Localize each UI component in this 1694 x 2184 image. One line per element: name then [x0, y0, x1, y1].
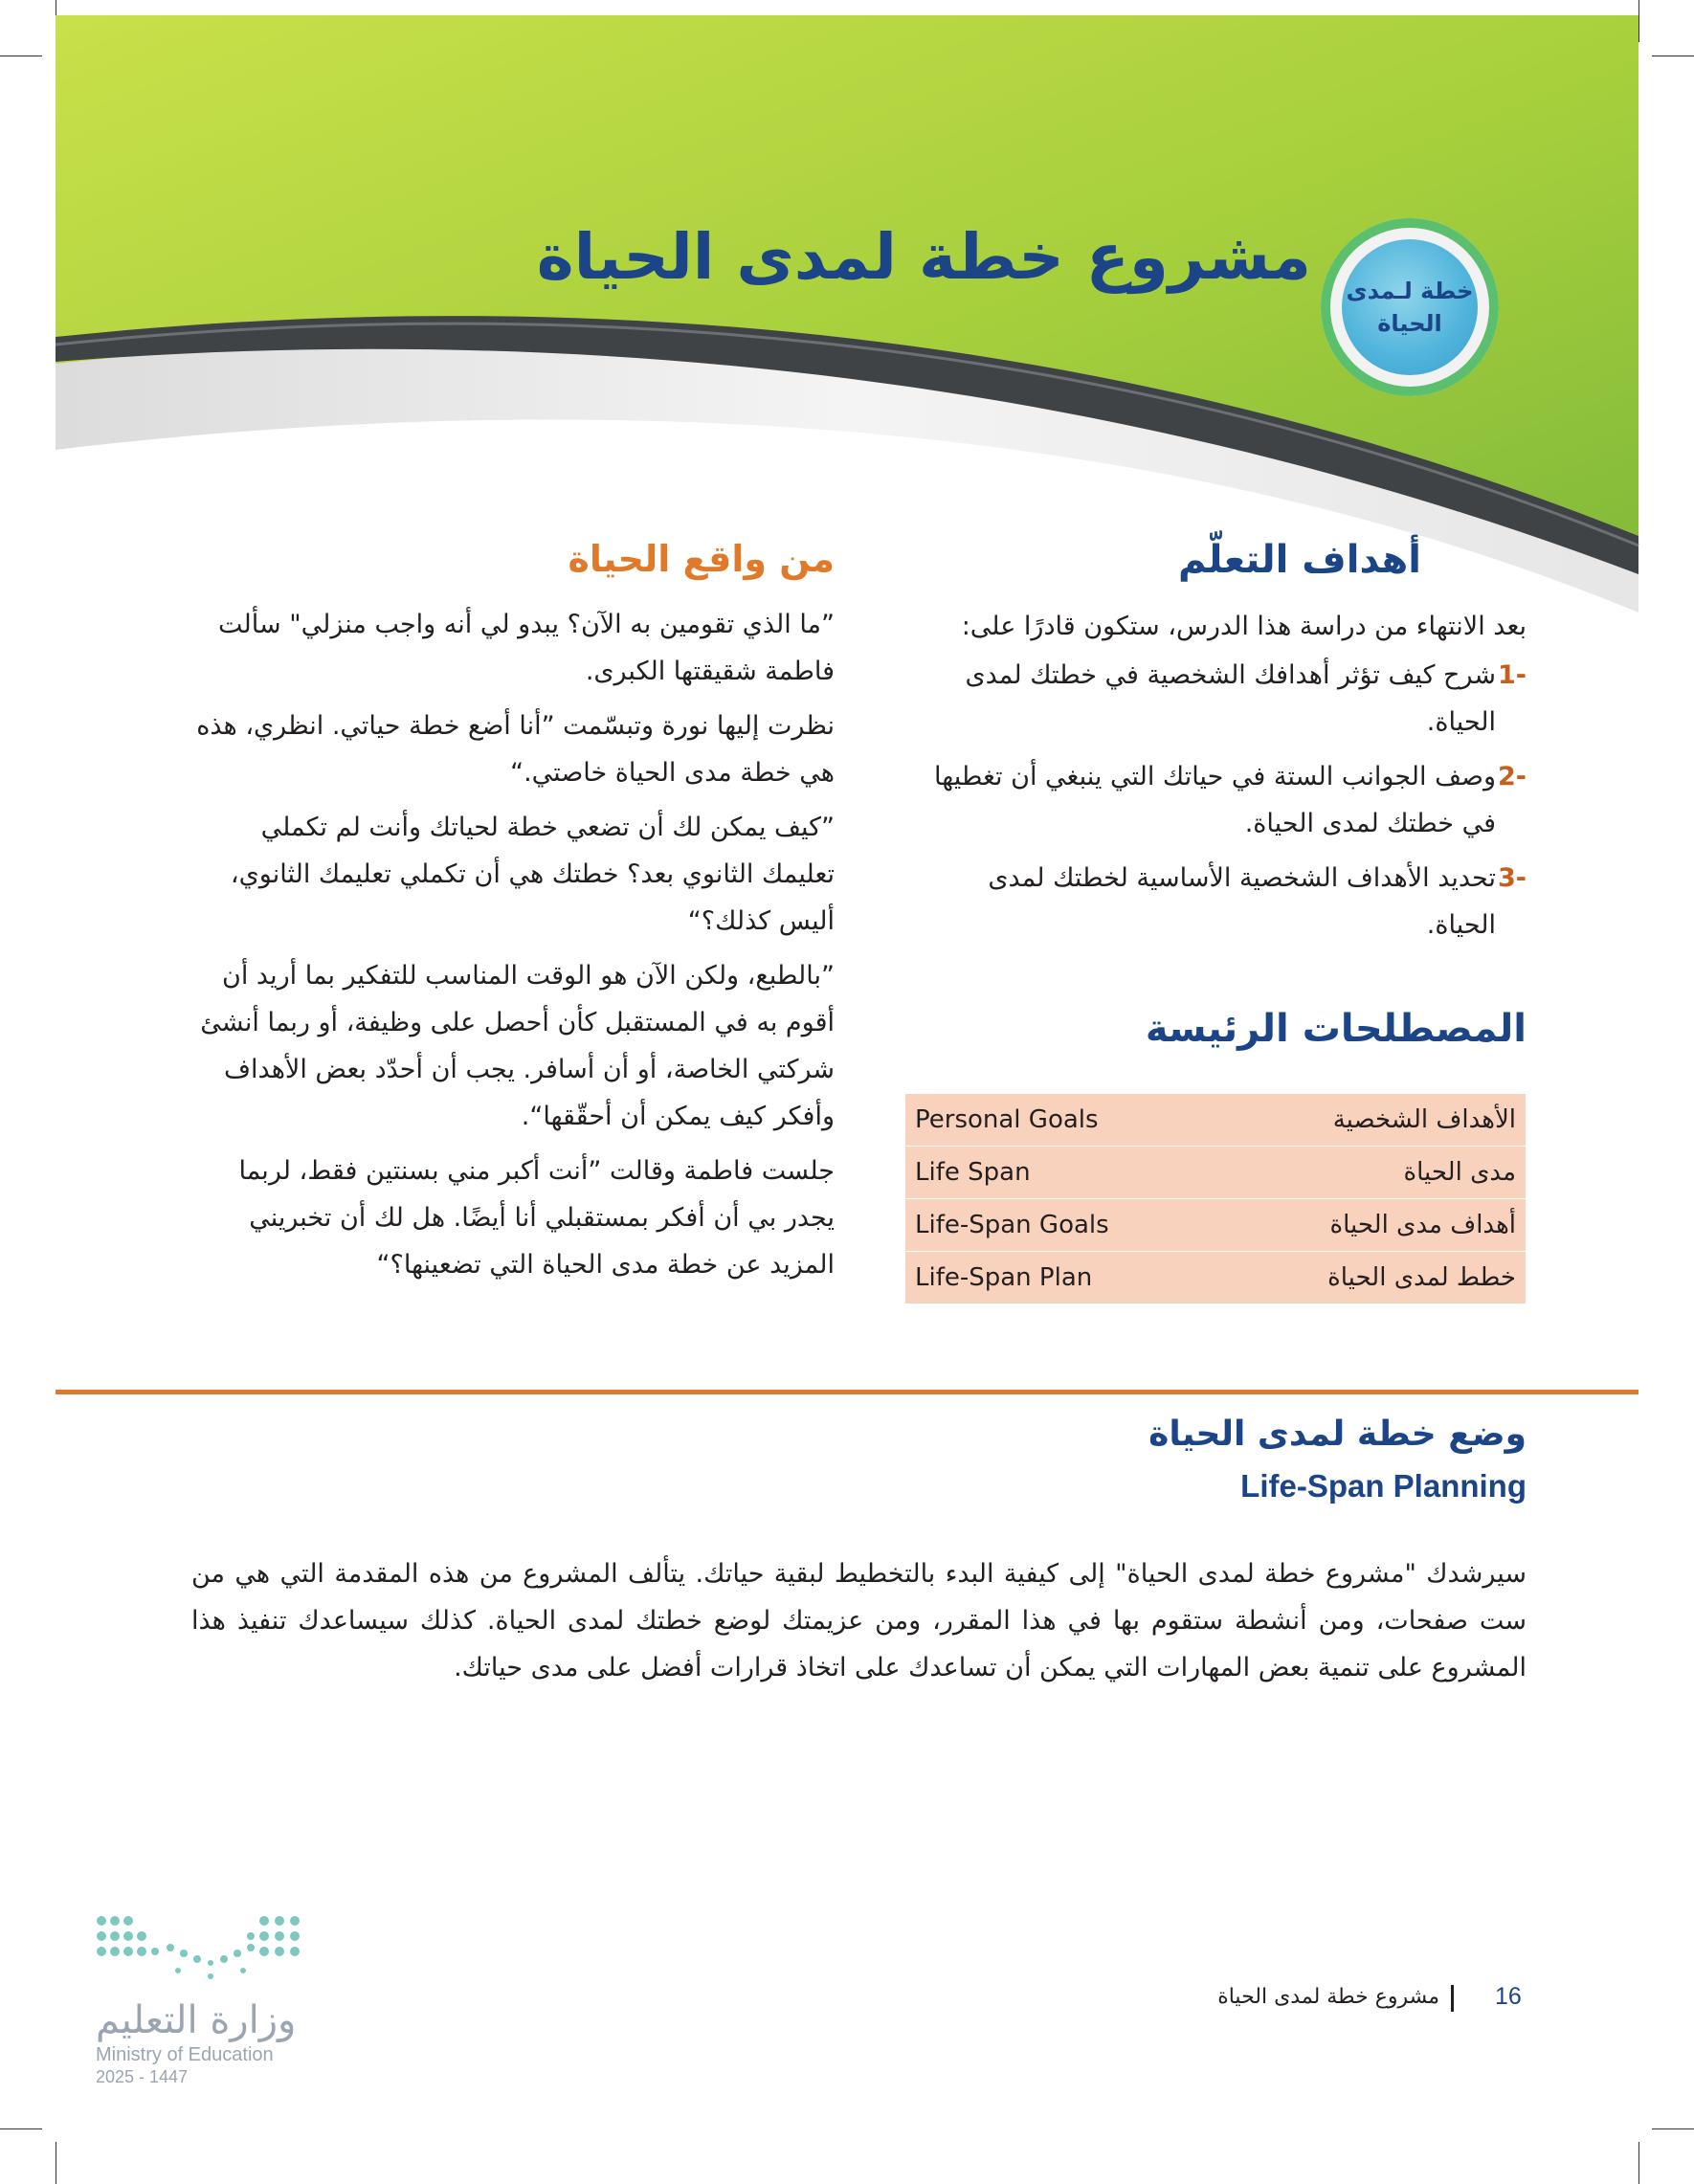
- objective-number: -2: [1497, 762, 1527, 791]
- term-arabic: مدى الحياة: [1219, 1147, 1526, 1199]
- running-title: مشروع خطة لمدى الحياة: [1217, 1985, 1439, 2009]
- key-terms-heading: المصطلحات الرئيسة: [1145, 1007, 1527, 1051]
- objectives-heading: أهداف التعلّم: [1178, 538, 1421, 582]
- story-paragraph: ”بالطبع، ولكن الآن هو الوقت المناسب للتفكير بما أريد أن أقوم به في المستقبل كأن أحصل على وظيفة، أو ربما أنشئ شركتي الخاصة، أو أن أسافر. يجب أن أحدّد بعض الأهداف وأفكر كيف يمكن أن أحقّقها“.: [200, 961, 835, 1131]
- objective-text: شرح كيف تؤثر أهدافك الشخصية في خطتك لمدى الحياة.: [965, 660, 1496, 737]
- story-paragraph: نظرت إليها نورة وتبسّمت ”أنا أضع خطة حياتي. انظري، هذه هي خطة مدى الحياة خاصتي.“: [196, 711, 835, 788]
- project-badge: [1321, 218, 1499, 396]
- story-paragraph: ”ما الذي تقومين به الآن؟ يبدو لي أنه واجب منزلي" سألت فاطمة شقيقتها الكبرى.: [218, 610, 835, 686]
- objectives-intro: بعد الانتهاء من دراسة هذا الدرس، ستكون قادرًا على:: [961, 612, 1527, 641]
- objective-item: [914, 753, 1527, 847]
- page-title: مشروع خطة لمدى الحياة: [536, 220, 1311, 294]
- objective-item: [914, 855, 1527, 948]
- story-paragraph: ”كيف يمكن لك أن تضعي خطة لحياتك وأنت لم تكملي تعليمك الثانوي بعد؟ خطتك هي أن تكملي تعليمك الثانوي، أليس كذلك؟“: [230, 813, 835, 936]
- planning-heading-ar: وضع خطة لمدى الحياة: [1148, 1415, 1527, 1454]
- objective-item: [914, 652, 1527, 746]
- real-life-heading: من واقع الحياة: [568, 538, 835, 580]
- term-arabic: الأهداف الشخصية: [1219, 1094, 1526, 1147]
- table-row: [905, 1252, 1526, 1304]
- section-divider: [56, 1390, 1638, 1394]
- term-english: Life-Span Goals: [905, 1199, 1219, 1252]
- term-english: Life-Span Plan: [905, 1252, 1219, 1304]
- objective-number: -1: [1497, 660, 1527, 690]
- crop-mark: [0, 2128, 42, 2129]
- table-row: [905, 1147, 1526, 1199]
- footer-separator: [1451, 1985, 1454, 2012]
- crop-mark: [1652, 2128, 1694, 2129]
- ministry-name-ar: وزارة التعليم: [96, 1998, 297, 2042]
- ministry-name-en: Ministry of Education: [96, 2044, 274, 2065]
- key-terms-table: [905, 1094, 1526, 1304]
- objective-number: -3: [1497, 863, 1527, 893]
- story-paragraph: جلست فاطمة وقالت ”أنت أكبر مني بسنتين فقط، لربما يجدر بي أن أفكر بمستقبلي أنا أيضًا. هل لك أن تخبريني المزيد عن خطة مدى الحياة التي تضعينها؟“: [238, 1156, 835, 1280]
- objective-text: وصف الجوانب الستة في حياتك التي ينبغي أن تغطيها في خطتك لمدى الحياة.: [934, 762, 1496, 838]
- edition-year: 2025 - 1447: [96, 2067, 189, 2086]
- planning-heading-en: Life-Span Planning: [1240, 1468, 1527, 1504]
- crop-mark: [1638, 2142, 1639, 2184]
- term-english: Personal Goals: [905, 1094, 1219, 1147]
- objective-text: تحديد الأهداف الشخصية الأساسية لخطتك لمدى الحياة.: [988, 863, 1496, 940]
- objectives-block: [914, 603, 1527, 948]
- term-english: Life Span: [905, 1147, 1219, 1199]
- term-arabic: أهداف مدى الحياة: [1219, 1199, 1526, 1252]
- real-life-story: [191, 601, 835, 1288]
- term-arabic: خطط لمدى الحياة: [1219, 1252, 1526, 1304]
- page-number: 16: [1495, 1983, 1522, 2010]
- table-row: [905, 1199, 1526, 1252]
- ministry-logo-icon: [92, 1909, 312, 1995]
- table-row: [905, 1094, 1526, 1147]
- planning-body: سيرشدك "مشروع خطة لمدى الحياة" إلى كيفية البدء بالتخطيط لبقية حياتك. يتألف المشروع من هذه المقدمة التي هي من ست صفحات، ومن أنشطة ستقوم بها في هذا المقرر، ومن عزيمتك لوضع خطتك لمدى الحياة. كذلك سيساعدك تنفيذ هذا المشروع على تنمية بعض المهارات التي يمكن أن تساعدك على اتخاذ قرارات أفضل على مدى حياتك.: [191, 1559, 1527, 1683]
- badge-label: خطة لـمدى الحياة: [1342, 239, 1478, 375]
